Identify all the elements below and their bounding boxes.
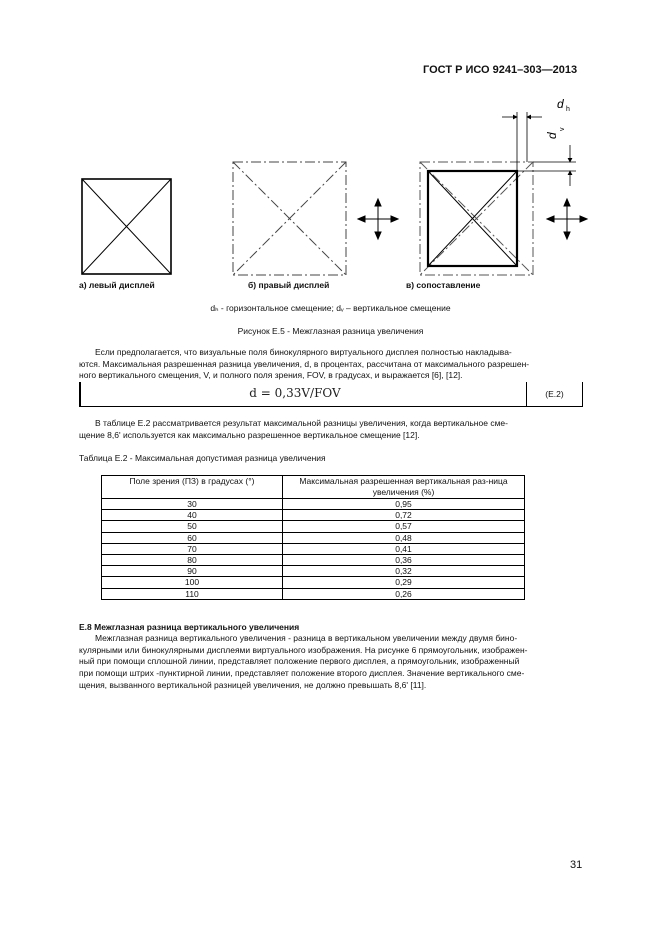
- table-row: [102, 577, 525, 588]
- p2-line2: щение 8,6' используется как максимально разрешенное вертикальное смещение [12].: [79, 429, 420, 440]
- p1-line3: ного вертикального смещения, V, и полного поля зрения, FOV, в градусах, и выражается [6], [12].: [79, 370, 463, 381]
- table-row: [102, 543, 525, 554]
- p1-line1: Если предполагается, что визуальные поля бинокулярного виртуального дисплея полностью накладыва-: [95, 347, 512, 357]
- section-heading: Е.8 Межглазная разница вертикального увеличения: [79, 622, 300, 632]
- magnification-table: [101, 475, 525, 600]
- comparison-label: в) сопоставление: [406, 280, 481, 290]
- fov-cell: 90: [102, 566, 283, 577]
- table-title: Таблица Е.2 - Максимальная допустимая разница увеличения: [79, 453, 326, 463]
- left-display-square: [82, 179, 171, 274]
- formula-expression: d = 0,33V/FOV: [249, 386, 341, 400]
- fov-cell: 40: [102, 510, 283, 521]
- paragraph-1: [79, 347, 581, 382]
- dv-label: d: [545, 132, 559, 139]
- table-header-fov: Поле зрения (ПЗ) в градусах (°): [102, 476, 283, 499]
- s-line2: кулярными или бинокулярными дисплеями виртуального изображения. На рисунке 6 прямоугольник, изображен-: [79, 644, 528, 655]
- formula-number: (Е.2): [526, 382, 582, 406]
- table-row: [102, 554, 525, 565]
- diff-cell: 0,26: [283, 588, 525, 599]
- table-row: [102, 521, 525, 532]
- s-line1: Межглазная разница вертикального увеличения - разница в вертикальном увеличении между двумя бино-: [95, 633, 518, 643]
- fov-cell: 80: [102, 554, 283, 565]
- diff-cell: 0,57: [283, 521, 525, 532]
- move-arrows-icon: [358, 199, 398, 239]
- dh-sub: h: [566, 106, 570, 113]
- diff-cell: 0,48: [283, 532, 525, 543]
- fov-cell: 50: [102, 521, 283, 532]
- formula-box: [79, 382, 583, 407]
- dh-label: d: [557, 97, 564, 111]
- dv-sub: v: [559, 127, 566, 131]
- diff-cell: 0,32: [283, 566, 525, 577]
- fov-cell: 60: [102, 532, 283, 543]
- fov-cell: 30: [102, 499, 283, 510]
- table-header-diff: Максимальная разрешенная вертикальная раз-ница увеличения (%): [283, 476, 525, 499]
- left-display-label: а) левый дисплей: [79, 280, 155, 290]
- page-number: 31: [570, 859, 583, 871]
- table-row: [102, 532, 525, 543]
- diff-cell: 0,95: [283, 499, 525, 510]
- diff-cell: 0,29: [283, 577, 525, 588]
- figure-legend: dₕ - горизонтальное смещение; dᵥ – вертикальное смещение: [210, 303, 451, 313]
- figure-caption: Рисунок Е.5 - Межглазная разница увеличения: [237, 326, 424, 336]
- section-paragraph: [79, 633, 581, 692]
- table-row: [102, 499, 525, 510]
- diff-cell: 0,72: [283, 510, 525, 521]
- p1-line2: ются. Максимальная разрешенная разница увеличения, d, в процентах, рассчитана от максимального разрешен-: [79, 358, 530, 369]
- table-row: [102, 588, 525, 599]
- right-display-label: б) правый дисплей: [248, 280, 330, 290]
- paragraph-2: [79, 418, 581, 441]
- fov-cell: 100: [102, 577, 283, 588]
- s-line3: ный при помощи сплошной линии, представляет положение первого дисплея, а прямоугольник, изображенный: [79, 656, 520, 667]
- fov-cell: 110: [102, 588, 283, 599]
- table-row: [102, 510, 525, 521]
- table-row: [102, 566, 525, 577]
- move-arrows-icon-right: [547, 199, 587, 239]
- document-code: ГОСТ Р ИСО 9241–303—2013: [423, 64, 578, 76]
- diff-cell: 0,36: [283, 554, 525, 565]
- right-display-square: [233, 162, 346, 275]
- fov-cell: 70: [102, 543, 283, 554]
- s-line4: при помощи штрих -пунктирной линии, представляет положение второго дисплея. Значение вертикального сме-: [79, 668, 525, 679]
- s-line5: щения, вызванного вертикальной разницей увеличения, не должно превышать 8,6' [11].: [79, 679, 427, 690]
- diff-cell: 0,41: [283, 543, 525, 554]
- p2-line1: В таблице Е.2 рассматривается результат максимальной разницы увеличения, когда вертикальное сме-: [95, 418, 508, 428]
- magnification-figure: [0, 0, 661, 300]
